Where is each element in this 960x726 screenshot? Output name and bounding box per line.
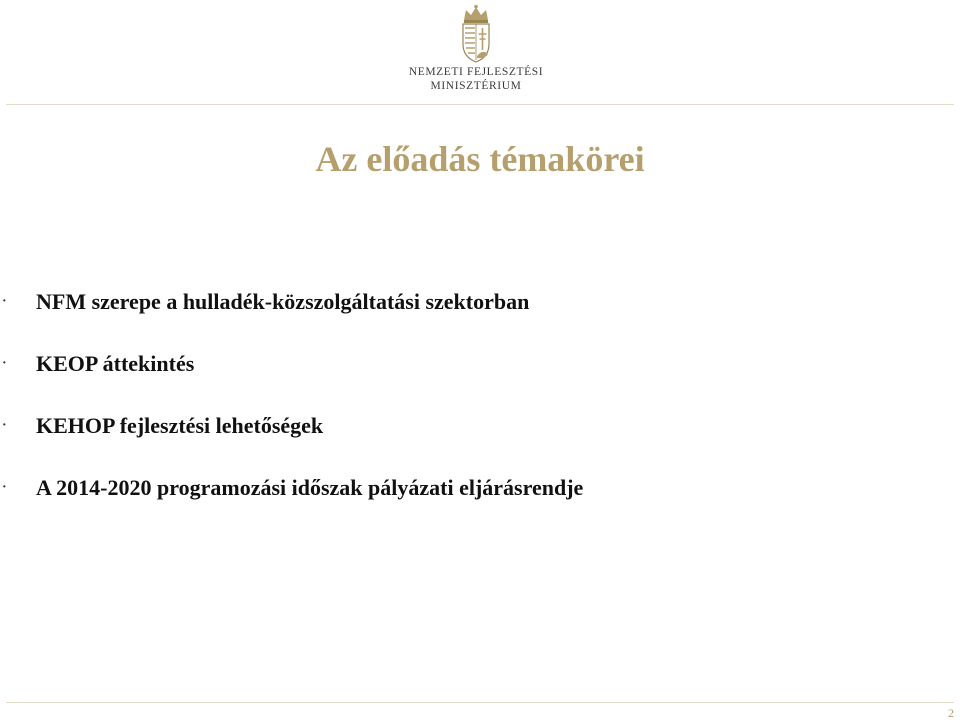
bullet-icon: ·: [2, 356, 7, 371]
list-item-text: A 2014-2020 programozási időszak pályázati eljárásrendje: [36, 475, 584, 500]
ministry-name-line1: NEMZETI FEJLESZTÉSI: [408, 66, 544, 78]
slide-header: [0, 0, 960, 106]
bullet-icon: ·: [2, 418, 7, 433]
coat-of-arms-icon: [458, 4, 494, 64]
list-item: [0, 408, 960, 470]
slide-title: Az előadás témakörei: [315, 139, 645, 179]
list-item: [0, 284, 960, 346]
list-item-text: KEOP áttekintés: [36, 351, 195, 376]
header-divider: [6, 104, 954, 105]
list-item: [0, 470, 960, 532]
list-item-text: NFM szerepe a hulladék-közszolgáltatási szektorban: [36, 289, 530, 314]
bullet-icon: ·: [2, 294, 7, 309]
topic-list: [0, 284, 960, 532]
footer-divider: [6, 702, 954, 703]
bullet-icon: ·: [2, 480, 7, 495]
page-number: 2: [948, 706, 954, 720]
ministry-name-line2: MINISZTÉRIUM: [430, 80, 522, 92]
list-item-text: KEHOP fejlesztési lehetőségek: [36, 413, 324, 438]
list-item: [0, 346, 960, 408]
